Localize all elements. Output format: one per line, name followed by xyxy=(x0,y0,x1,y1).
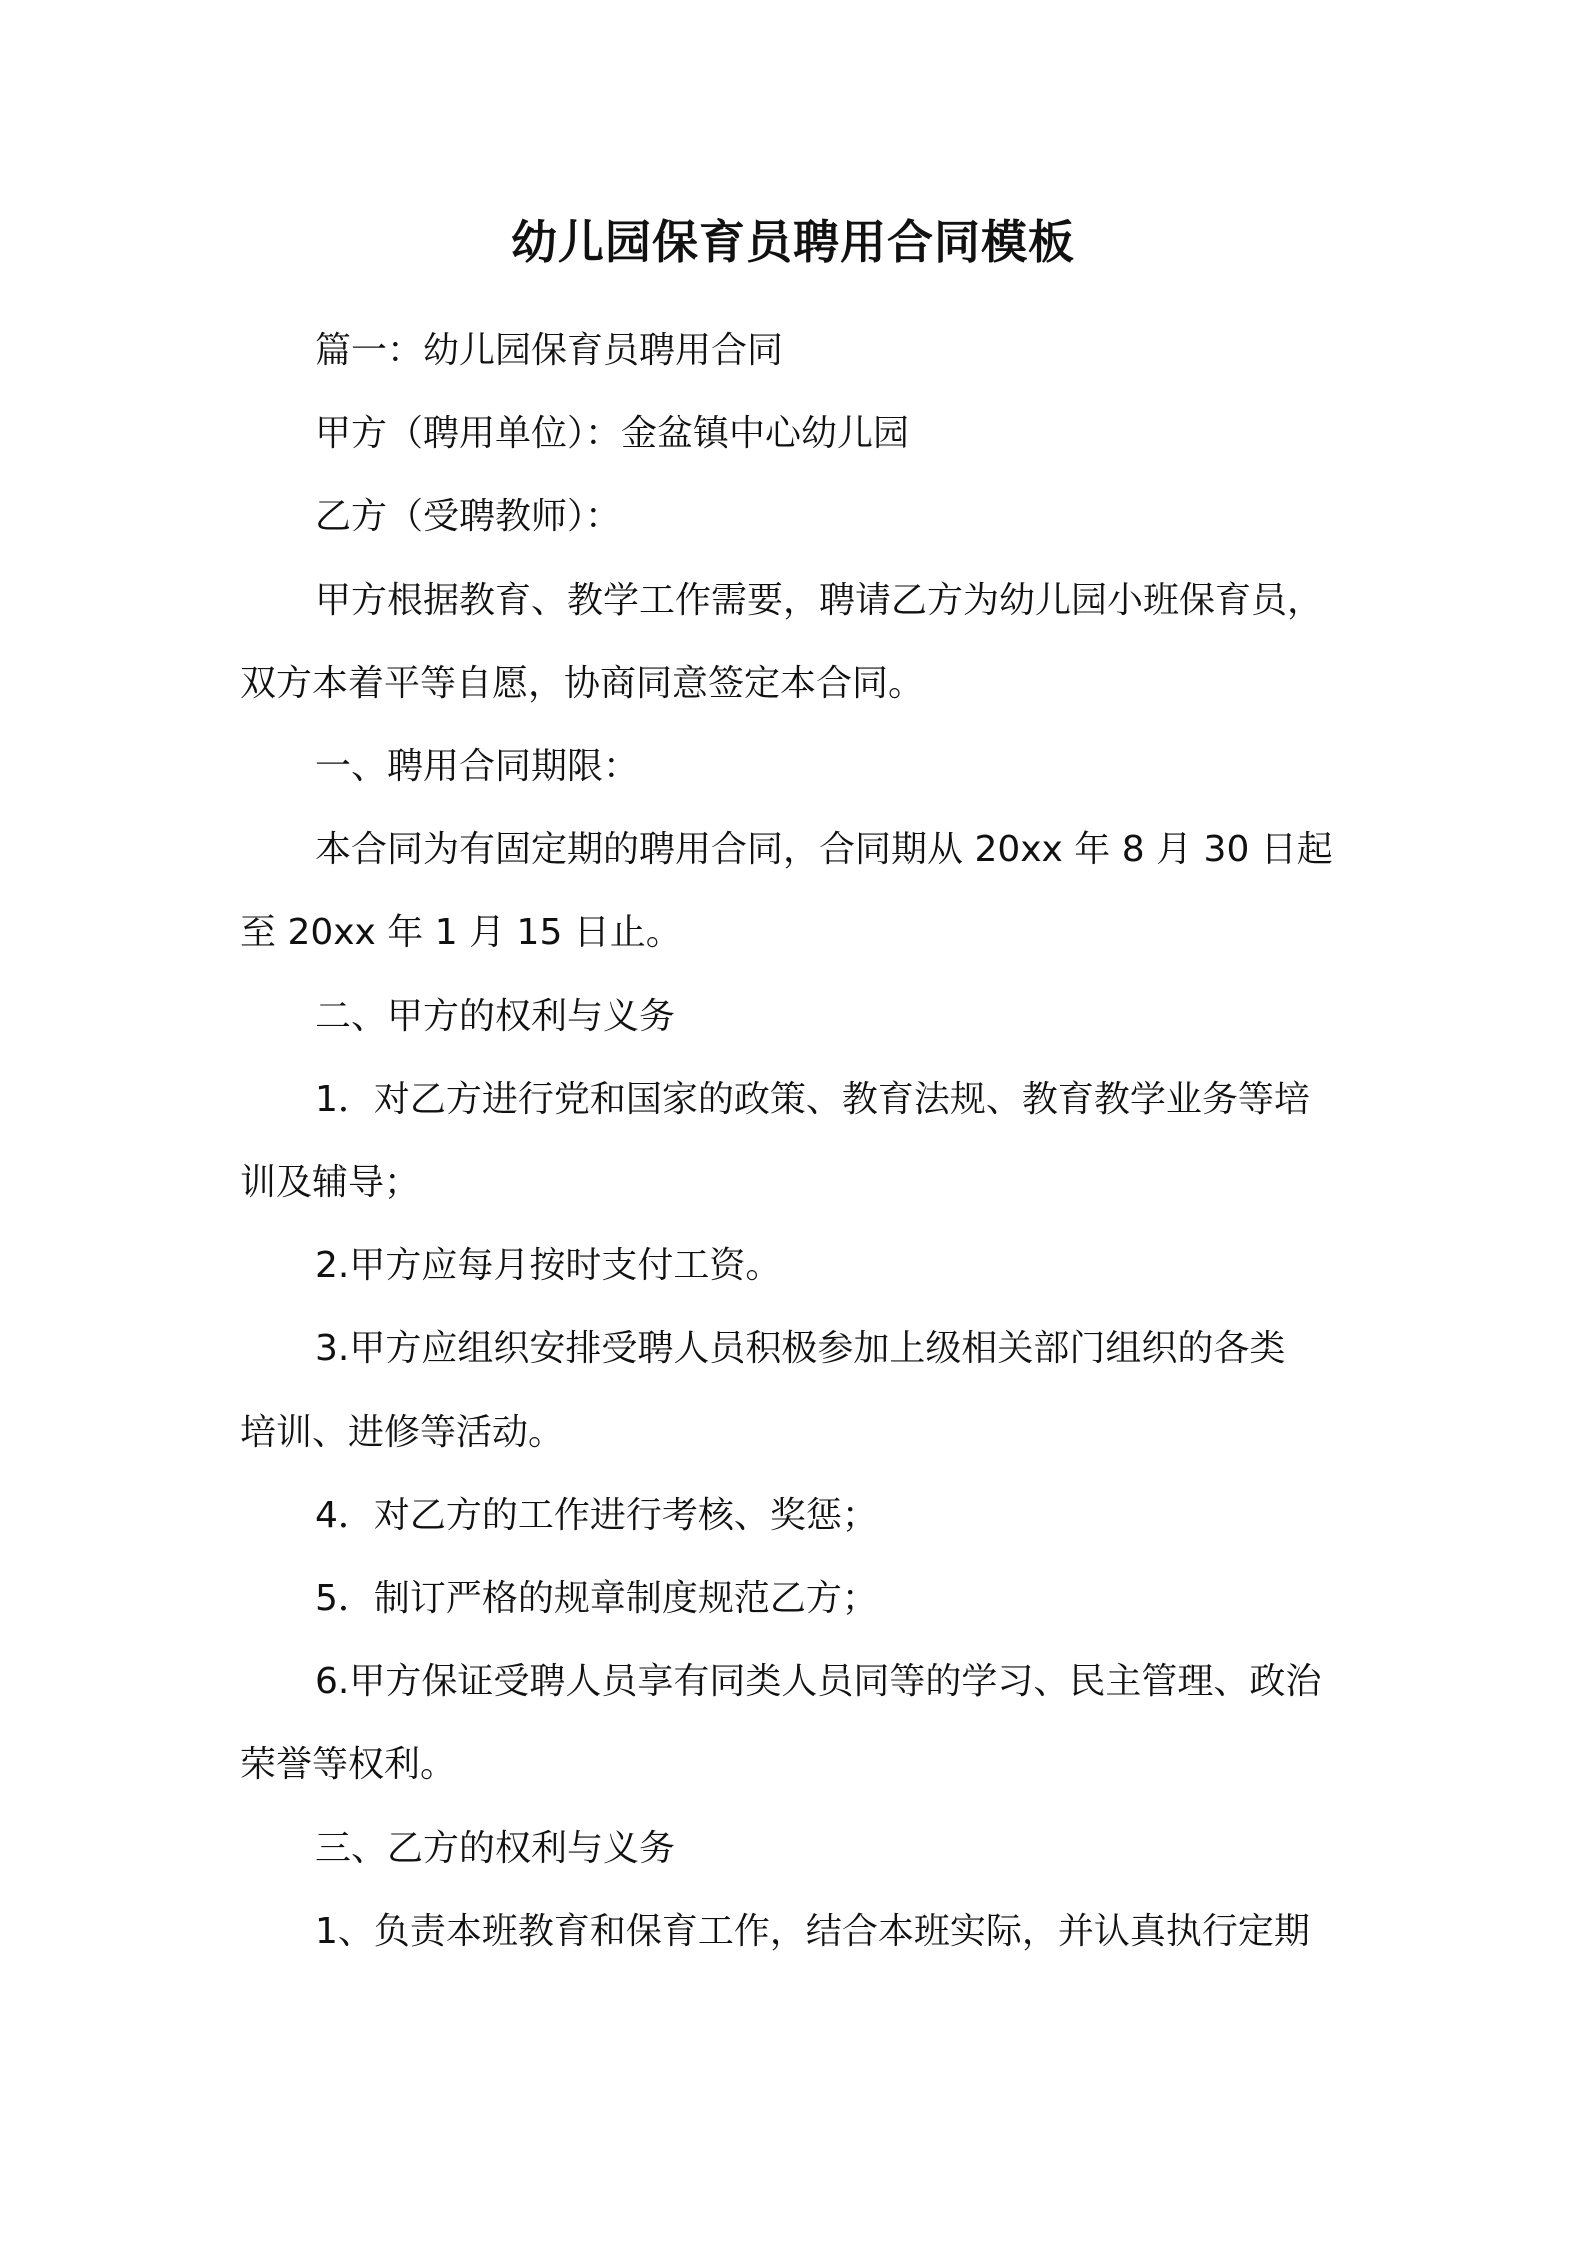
list-item-line: 1、负责本班教育和保育工作，结合本班实际，并认真执行定期 xyxy=(315,1911,1310,1952)
document-title: 幼儿园保育员聘用合同模板 xyxy=(511,215,1075,269)
party-a-line: 甲方（聘用单位）：金盆镇中心幼儿园 xyxy=(315,413,910,454)
paragraph-line: 本合同为有固定期的聘用合同，合同期从 20xx 年 8 月 30 日起 xyxy=(315,829,1333,870)
list-item-line: 4．对乙方的工作进行考核、奖惩； xyxy=(315,1495,878,1536)
clause-heading-term: 一、聘用合同期限： xyxy=(315,746,640,787)
paragraph-line: 双方本着平等自愿，协商同意签定本合同。 xyxy=(240,663,925,704)
clause-heading-party-b: 三、乙方的权利与义务 xyxy=(315,1828,676,1869)
list-item-line: 3.甲方应组织安排受聘人员积极参加上级相关部门组织的各类 xyxy=(315,1328,1286,1369)
list-item-line: 5．制订严格的规章制度规范乙方； xyxy=(315,1578,878,1619)
clause-heading-party-a: 二、甲方的权利与义务 xyxy=(315,996,676,1037)
section-heading-part-one: 篇一：幼儿园保育员聘用合同 xyxy=(315,330,784,371)
list-item-line: 1．对乙方进行党和国家的政策、教育法规、教育教学业务等培 xyxy=(315,1079,1310,1120)
paragraph-line: 甲方根据教育、教学工作需要，聘请乙方为幼儿园小班保育员， xyxy=(315,580,1324,621)
list-item-line: 2.甲方应每月按时支付工资。 xyxy=(315,1245,782,1286)
list-item-line: 6.甲方保证受聘人员享有同类人员同等的学习、民主管理、政治 xyxy=(315,1661,1322,1702)
paragraph-line: 至 20xx 年 1 月 15 日止。 xyxy=(240,912,682,953)
list-item-line: 培训、进修等活动。 xyxy=(240,1412,565,1453)
party-b-line: 乙方（受聘教师）： xyxy=(315,496,622,537)
list-item-line: 荣誉等权利。 xyxy=(240,1744,457,1785)
list-item-line: 训及辅导； xyxy=(240,1162,421,1203)
